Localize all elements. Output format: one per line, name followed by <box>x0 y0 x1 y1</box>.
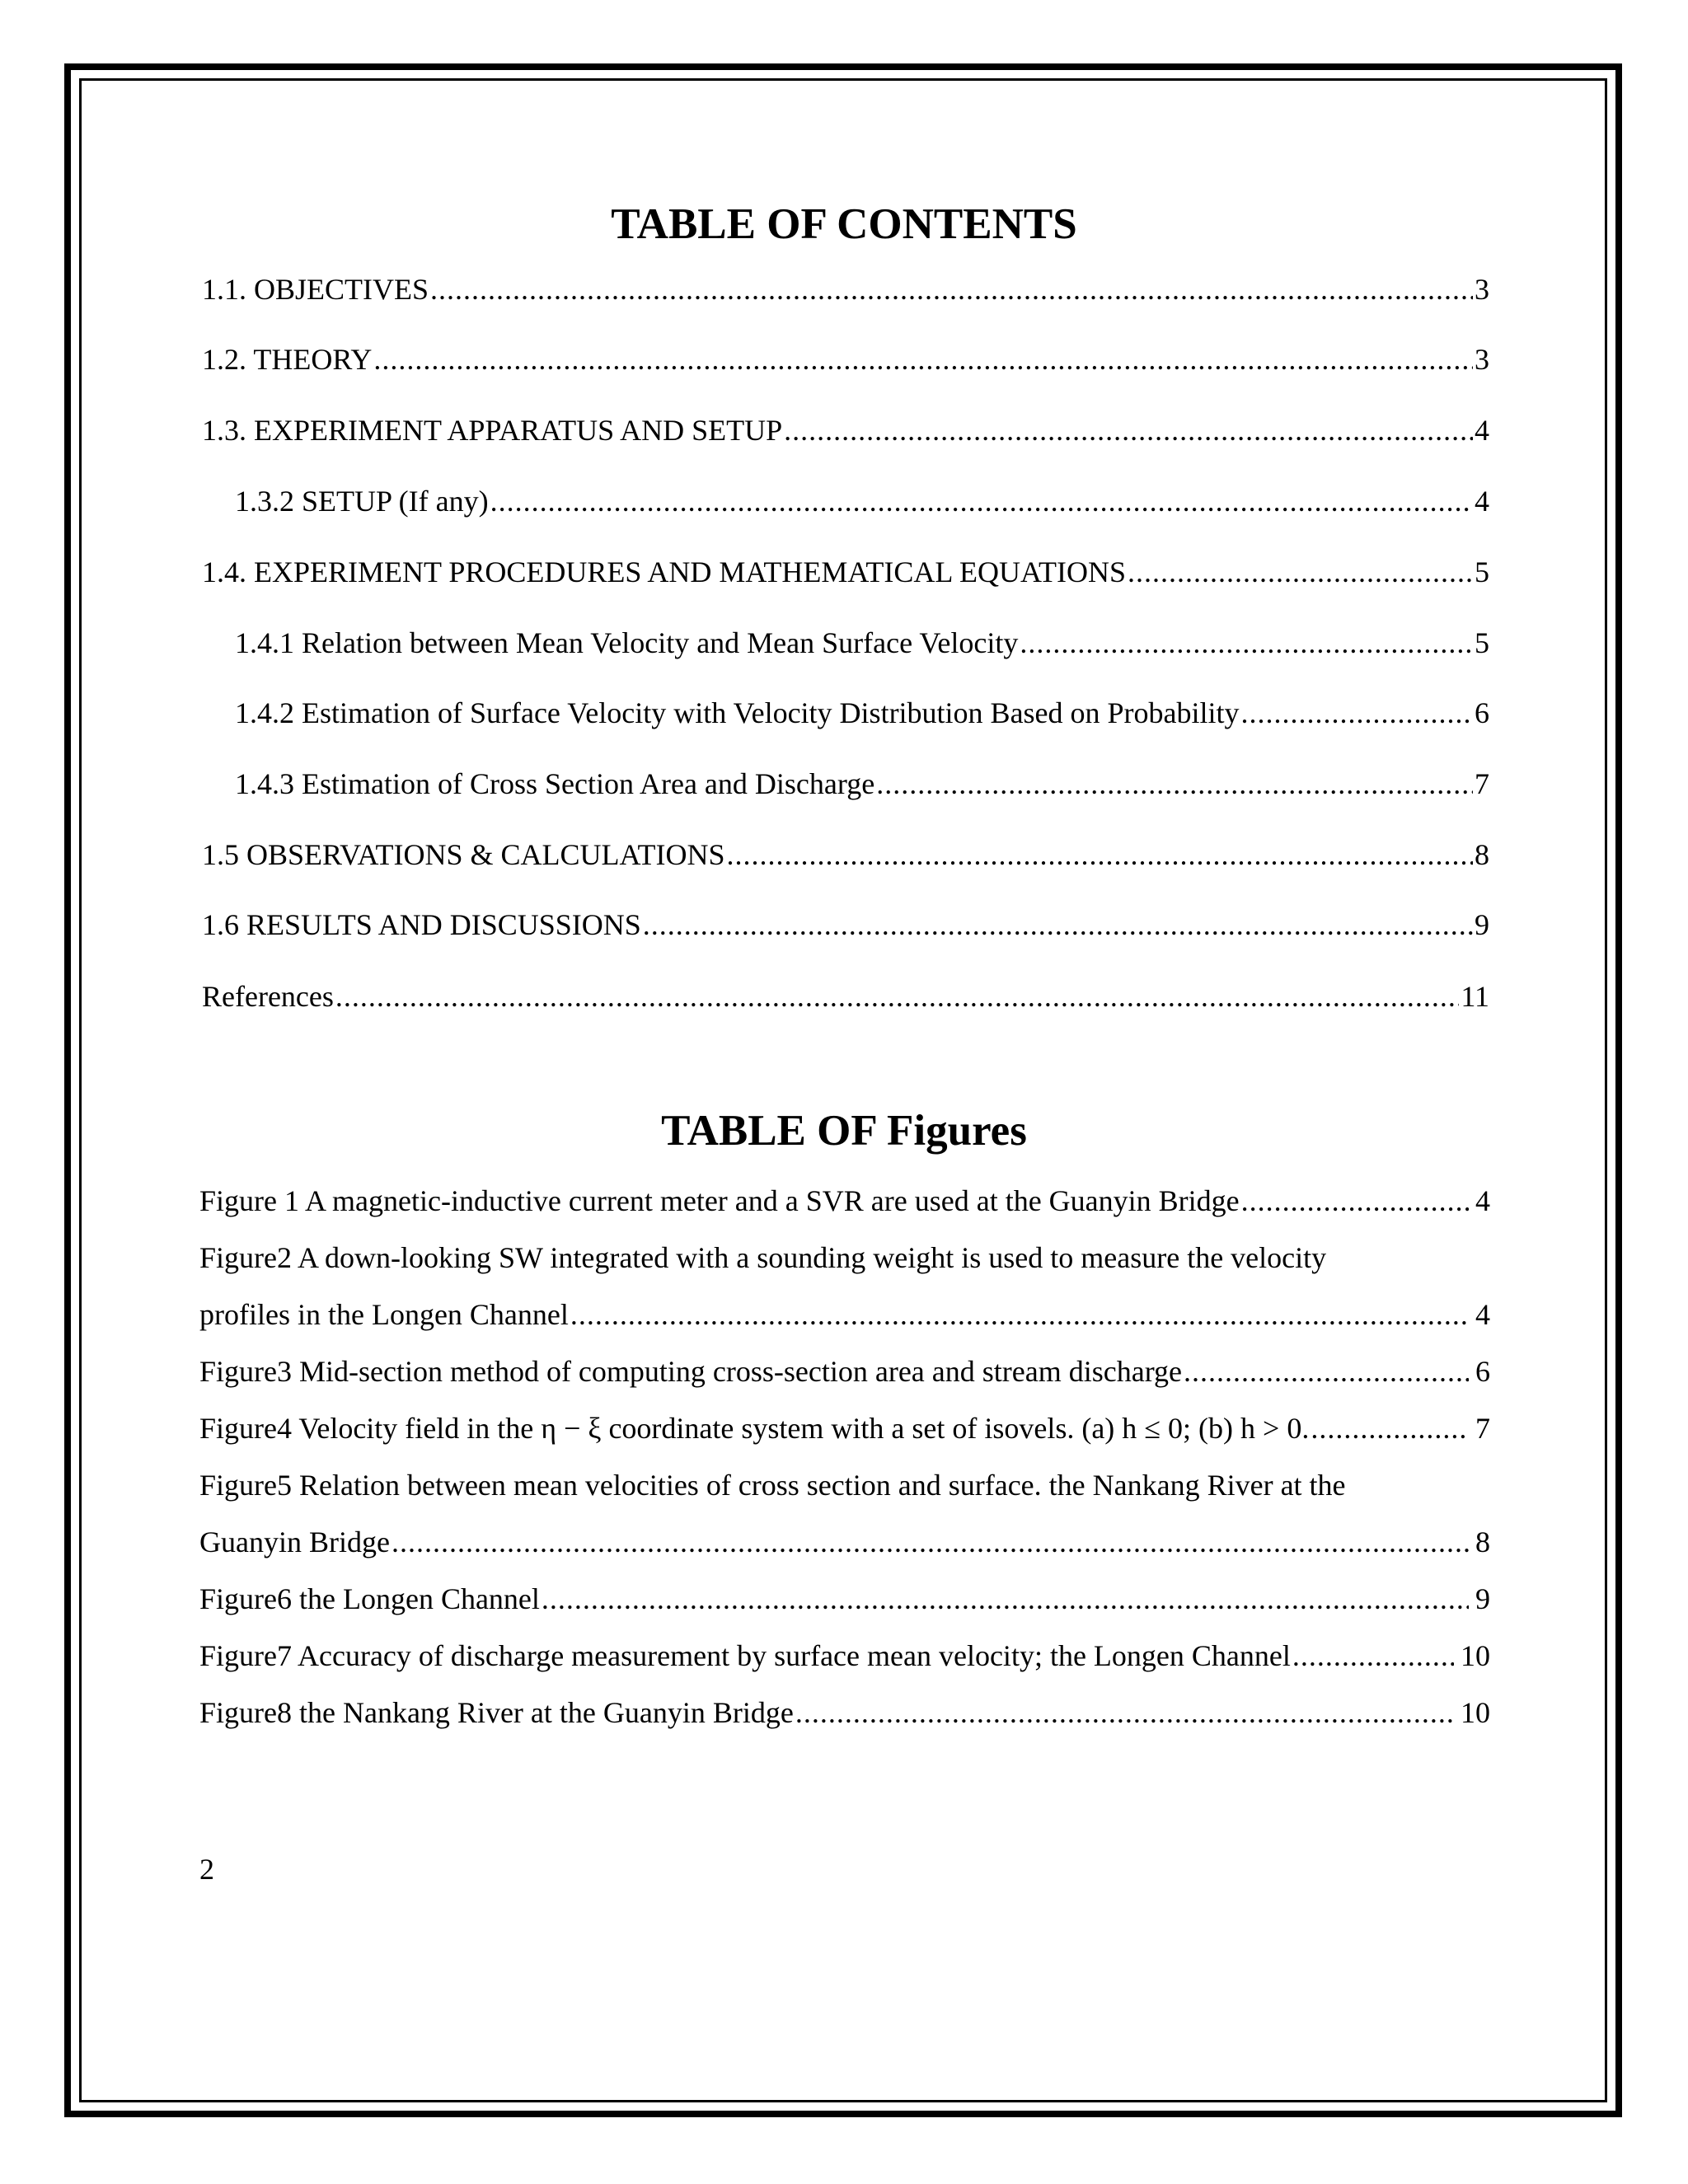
toc-heading: TABLE OF CONTENTS <box>611 200 1077 248</box>
figure-entry-title: Figure4 Velocity field in the η − ξ coordinate system with a set of isovels. (a) h ≤ 0; (b) h > 0. <box>199 1412 1310 1445</box>
toc-entry-page: 4 <box>1475 485 1489 518</box>
toc-entry-references[interactable] <box>202 977 1489 1015</box>
figure-entry-page: 4 <box>1475 1298 1490 1331</box>
dot-leader <box>430 270 1473 308</box>
figure-entry-page: 10 <box>1461 1696 1490 1729</box>
toc-entry-page: 4 <box>1475 414 1489 447</box>
toc-entry-surface-velocity[interactable] <box>235 694 1489 732</box>
dot-leader <box>373 340 1473 378</box>
figure-entry-title: Figure6 the Longen Channel <box>199 1582 540 1615</box>
toc-entry-setup[interactable] <box>235 482 1489 520</box>
toc-entry-objectives[interactable] <box>202 270 1489 308</box>
dot-leader <box>570 1296 1469 1333</box>
dot-leader <box>1311 1409 1469 1447</box>
figure-entry-8[interactable] <box>199 1694 1490 1732</box>
dot-leader <box>490 482 1473 520</box>
toc-entry-page: 7 <box>1475 767 1489 800</box>
toc-entry-title: 1.2. THEORY <box>202 343 373 376</box>
figure-entry-title: Figure5 Relation between mean velocities of cross section and surface. the Nankang River at the <box>199 1469 1346 1502</box>
figure-entry-title: Figure7 Accuracy of discharge measurement by surface mean velocity; the Longen Channel <box>199 1639 1291 1672</box>
dot-leader <box>1020 624 1473 662</box>
dot-leader <box>335 977 1459 1015</box>
figure-entry-1[interactable] <box>199 1182 1490 1220</box>
figure-entry-page: 9 <box>1475 1582 1490 1615</box>
figure-entry-2-line-1[interactable] <box>199 1239 1490 1277</box>
toc-entry-page: 5 <box>1475 626 1489 659</box>
figure-entry-continuation: Guanyin Bridge <box>199 1526 390 1558</box>
dot-leader <box>643 906 1473 944</box>
dot-leader <box>392 1523 1469 1561</box>
toc-entry-page: 3 <box>1475 343 1489 376</box>
toc-entry-page: 3 <box>1475 273 1489 306</box>
figure-entry-page: 6 <box>1475 1355 1490 1388</box>
figure-entry-page: 10 <box>1461 1639 1490 1672</box>
toc-entry-results[interactable] <box>202 906 1489 944</box>
toc-entry-title: 1.4.2 Estimation of Surface Velocity with Velocity Distribution Based on Probability <box>235 696 1240 729</box>
dot-leader <box>1292 1637 1454 1675</box>
figure-entry-title: Figure2 A down-looking SW integrated with a sounding weight is used to measure the velocity <box>199 1241 1327 1274</box>
dot-leader <box>795 1694 1454 1732</box>
dot-leader <box>1241 694 1473 732</box>
dot-leader <box>727 836 1473 874</box>
figure-entry-page: 7 <box>1475 1412 1490 1445</box>
dot-leader <box>1184 1352 1469 1390</box>
figure-entry-title: Figure8 the Nankang River at the Guanyin Bridge <box>199 1696 794 1729</box>
dot-leader <box>1241 1182 1469 1220</box>
figure-entry-page: 8 <box>1475 1526 1490 1558</box>
toc-entry-title: 1.6 RESULTS AND DISCUSSIONS <box>202 908 641 941</box>
dot-leader <box>1128 553 1473 591</box>
toc-entry-title: 1.4.3 Estimation of Cross Section Area and Discharge <box>235 767 875 800</box>
figure-entry-title: Figure3 Mid-section method of computing cross-section area and stream discharge <box>199 1355 1183 1388</box>
toc-entry-title: 1.3.2 SETUP (If any) <box>235 485 489 518</box>
figure-entry-5-line-2[interactable] <box>199 1523 1490 1561</box>
toc-entry-page: 9 <box>1475 908 1489 941</box>
toc-entry-title: 1.4.1 Relation between Mean Velocity and Mean Surface Velocity <box>235 626 1019 659</box>
toc-entry-page: 11 <box>1461 980 1489 1013</box>
toc-entry-title: References <box>202 980 334 1013</box>
toc-entry-observations[interactable] <box>202 836 1489 874</box>
figure-entry-6[interactable] <box>199 1580 1490 1618</box>
toc-entry-apparatus[interactable] <box>202 411 1489 449</box>
toc-entry-title: 1.1. OBJECTIVES <box>202 273 429 306</box>
toc-entry-title: 1.5 OBSERVATIONS & CALCULATIONS <box>202 838 725 871</box>
toc-entry-mean-velocity[interactable] <box>235 624 1489 662</box>
page-number: 2 <box>199 1853 214 1886</box>
dot-leader <box>784 411 1473 449</box>
toc-entry-page: 8 <box>1475 838 1489 871</box>
dot-leader <box>542 1580 1469 1618</box>
figure-entry-4[interactable] <box>199 1409 1490 1447</box>
figure-entry-page: 4 <box>1475 1184 1490 1217</box>
page-border-inner <box>79 78 1607 2102</box>
toc-entry-title: 1.3. EXPERIMENT APPARATUS AND SETUP <box>202 414 783 447</box>
figure-entry-title: Figure 1 A magnetic-inductive current meter and a SVR are used at the Guanyin Bridge <box>199 1184 1240 1217</box>
toc-entry-cross-section[interactable] <box>235 765 1489 803</box>
figure-entry-2-line-2[interactable] <box>199 1296 1490 1333</box>
figures-heading: TABLE OF Figures <box>661 1107 1027 1155</box>
dot-leader <box>876 765 1473 803</box>
toc-entry-procedures[interactable] <box>202 553 1489 591</box>
figure-entry-3[interactable] <box>199 1352 1490 1390</box>
figure-entry-continuation: profiles in the Longen Channel <box>199 1298 569 1331</box>
toc-entry-title: 1.4. EXPERIMENT PROCEDURES AND MATHEMATICAL EQUATIONS <box>202 555 1127 588</box>
figure-entry-5-line-1[interactable] <box>199 1466 1490 1504</box>
toc-entry-page: 6 <box>1475 696 1489 729</box>
toc-entry-page: 5 <box>1475 555 1489 588</box>
figure-entry-7[interactable] <box>199 1637 1490 1675</box>
toc-entry-theory[interactable] <box>202 340 1489 378</box>
